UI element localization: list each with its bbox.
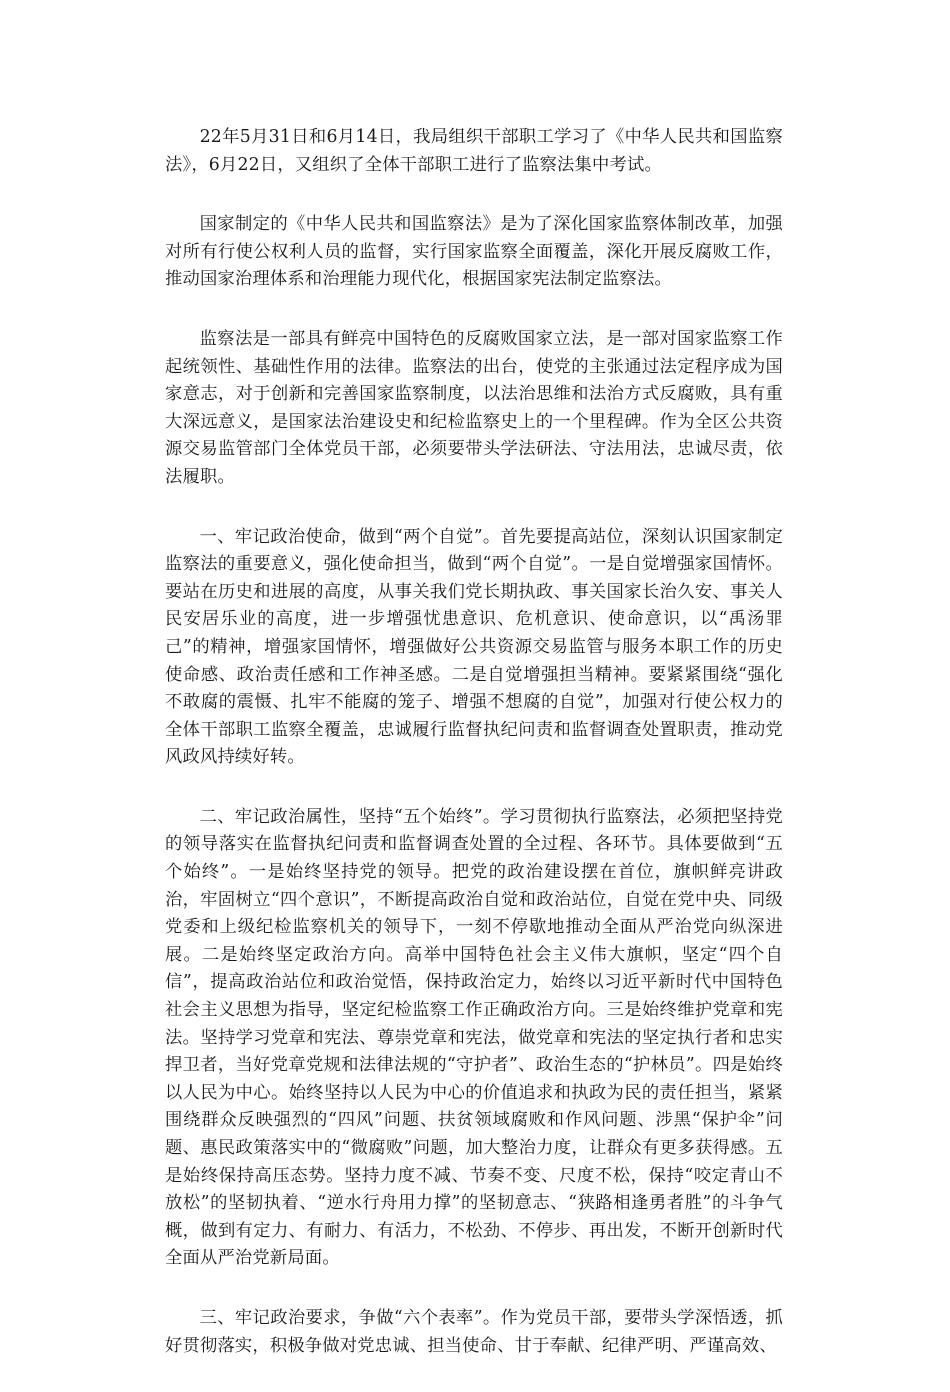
paragraph-section-three: 三、牢记政治要求，争做“六个表率”。作为党员干部，要带头学深悟透，抓好贯彻落实，积极争做对党忠诚、担当使命、甘于奉献、纪律严明、严谨高效、 (165, 1307, 783, 1356)
paragraph-law-significance: 监察法是一部具有鲜亮中国特色的反腐败国家立法，是一部对国家监察工作起统领性、基础性作用的法律。监察法的出台，使党的主张通过法定程序成为国家意志，对于创新和完善国家监察制度，以法治思维和法治方式反腐败，具有重大深远意义，是国家法治建设史和纪检监察史上的一个里程碑。作为全区公共资源交易监管部门全体党员干部，必须要带头学法研法、守法用法，忠诚尽责，依法履职。 (165, 328, 783, 487)
paragraph-study-intro: 22年5月31日和6月14日，我局组织干部职工学习了《中华人民共和国监察法》，6月22日，又组织了全体干部职工进行了监察法集中考试。 (165, 127, 783, 175)
paragraph-section-two: 二、牢记政治属性，坚持“五个始终”。学习贯彻执行监察法，必须把坚持党的领导落实在监督执纪问责和监督调查处置的全过程、各环节。具体要做到“五个始终”。一是始终坚持党的领导。把党的政治建设摆在首位，旗帜鲜亮讲政治，牢固树立“四个意识”，不断提高政治自觉和政治站位，自觉在党中央、同级党委和上级纪检监察机关的领导下，一刻不停歇地推动全面从严治党向纵深进展。二是始终坚定政治方向。高举中国特色社会主义伟大旗帜，坚定“四个自信”，提高政治站位和政治觉悟，保持政治定力，始终以习近平新时代中国特色社会主义思想为指导，坚定纪检监察工作正确政治方向。三是始终维护党章和宪法。坚持学习党章和宪法、尊崇党章和宪法，做党章和宪法的坚定执行者和忠实捍卫者，当好党章党规和法律法规的“守护者”、政治生态的“护林员”。四是始终以人民为中心。始终坚持以人民为中心的价值追求和执政为民的责任担当，紧紧围绕群众反映强烈的“四风”问题、扶贫领域腐败和作风问题、涉黑“保护伞”问题、惠民政策落实中的“微腐败”问题，加大整治力度，让群众有更多获得感。五是始终保持高压态势。坚持力度不减、节奏不变、尺度不松，保持“咬定青山不放松”的坚韧执着、“逆水行舟用力撑”的坚韧意志、“狭路相逢勇者胜”的斗争气概，做到有定力、有耐力、有活力，不松劲、不停步、再出发，不断开创新时代全面从严治党新局面。 (165, 806, 783, 1269)
document-body (165, 124, 783, 1392)
paragraph-section-one: 一、牢记政治使命，做到“两个自觉”。首先要提高站位，深刻认识国家制定监察法的重要意义，强化使命担当，做到“两个自觉”。一是自觉增强家国情怀。要站在历史和进展的高度，从事关我们党长期执政、事关国家长治久安、事关人民安居乐业的高度，进一步增强忧患意识、危机意识、使命意识，以“禹汤罪己”的精神，增强家国情怀，增强做好公共资源交易监管与服务本职工作的历史使命感、政治责任感和工作神圣感。二是自觉增强担当精神。要紧紧围绕“强化不敢腐的震慑、扎牢不能腐的笼子、增强不想腐的自觉”，加强对行使公权力的全体干部职工监察全覆盖，忠诚履行监督执纪问责和监督调查处置职责，推动党风政风持续好转。 (165, 526, 783, 768)
paragraph-law-purpose: 国家制定的《中华人民共和国监察法》是为了深化国家监察体制改革，加强对所有行使公权利人员的监督，实行国家监察全面覆盖，深化开展反腐败工作，推动国家治理体系和治理能力现代化，根据国家宪法制定监察法。 (165, 214, 783, 290)
